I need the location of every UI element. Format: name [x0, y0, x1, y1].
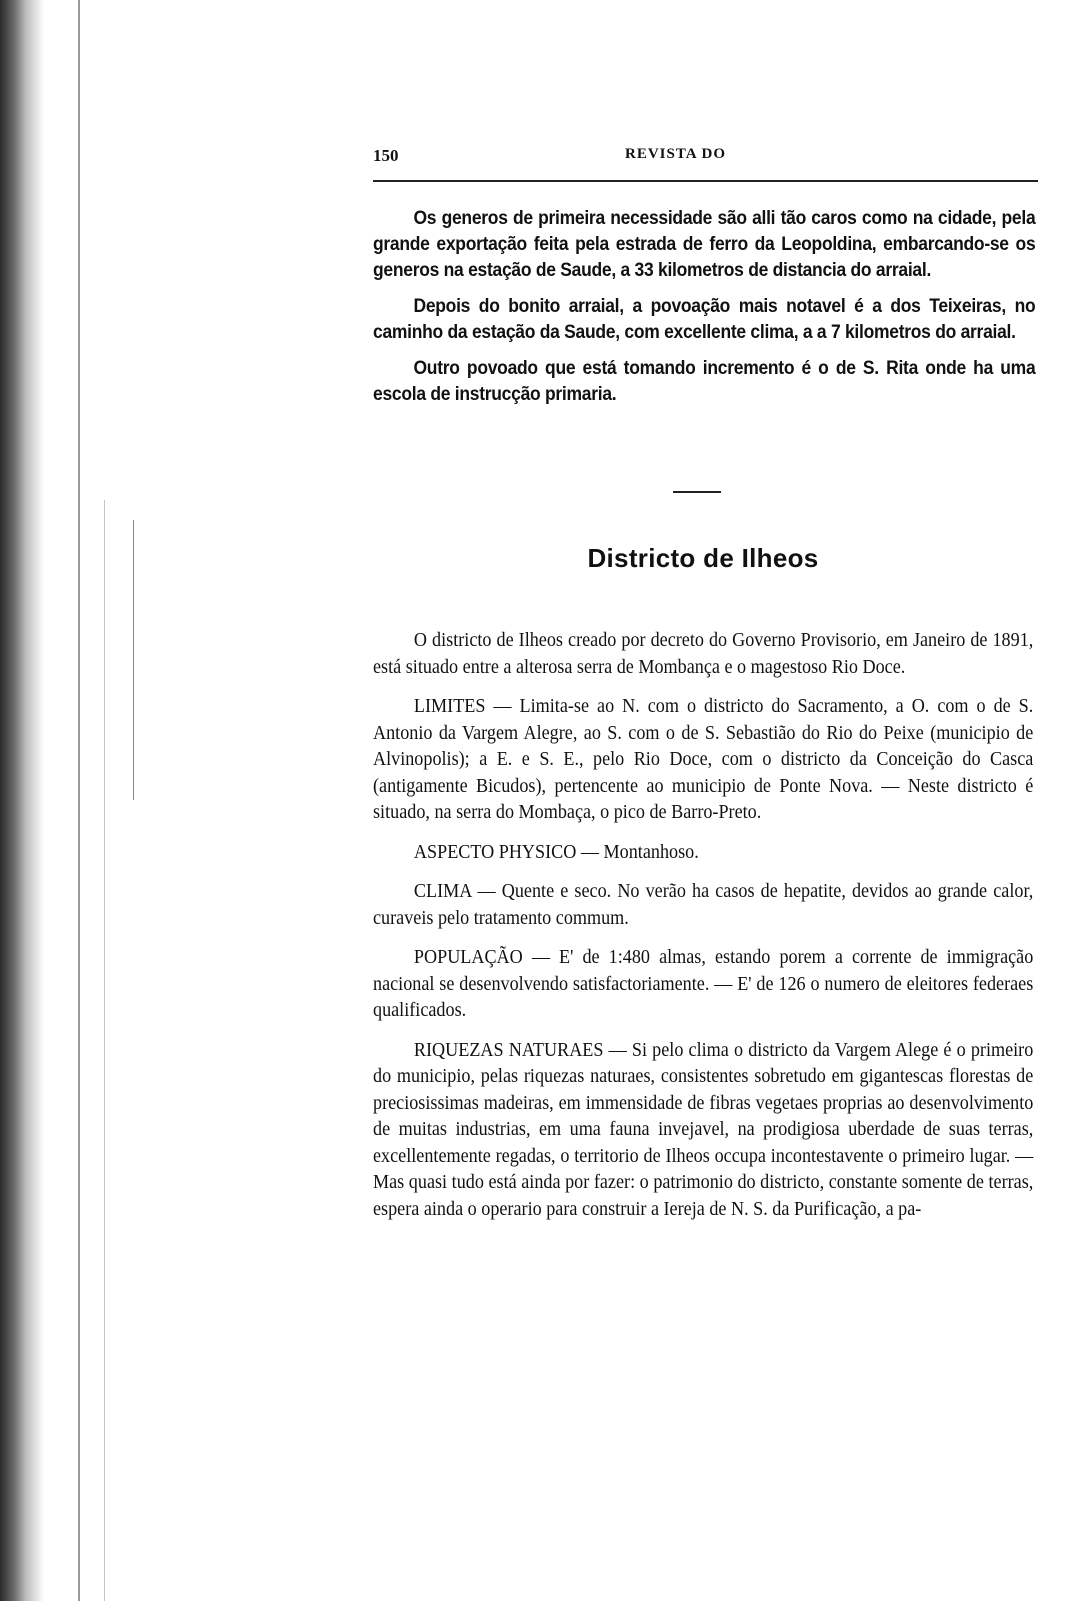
- page-header: [373, 140, 1033, 170]
- page-content: [373, 140, 1036, 1236]
- header-rule: [373, 180, 1038, 182]
- paragraph-aspecto-physico: ASPECTO PHYSICO — Montanhoso.: [413, 841, 699, 863]
- section-body: [373, 628, 1033, 1223]
- section-title: Districto de Ilheos: [587, 543, 819, 573]
- page-number: 150: [373, 146, 399, 165]
- bold-text-block: [373, 206, 1036, 408]
- paragraph: Depois do bonito arraial, a povoação mais notavel é a dos Teixeiras, no caminho da estação da Saude, com excellente clima, a a 7 kilometros do arraial.: [373, 296, 1036, 343]
- scan-margin-line: [104, 500, 105, 1601]
- scan-margin-line: [78, 0, 80, 1601]
- scan-margin-line: [133, 520, 134, 800]
- running-title: REVISTA DO: [625, 146, 726, 162]
- paragraph-limites: LIMITES — Limita-se ao N. com o districto do Sacramento, a O. com o de S. Antonio da Vargem Alegre, ao S. com o de S. Sebastião do Rio do Peixe (municipio de Alvinopolis); a E. e S. E., pelo Rio Doce, com o districto da Conceição do Casca (antigamente Bicudos), pertencente ao municipio de Ponte Nova. — Neste districto é situado, na serra do Mombaça, o pico de Barro-Preto.: [373, 696, 1034, 823]
- paragraph: Outro povoado que está tomando incremento é o de S. Rita onde ha uma escola de instrucção primaria.: [373, 358, 1036, 405]
- paragraph-populacao: POPULAÇÃO — E' de 1:480 almas, estando porem a corrente de immigração nacional se desenvolvendo satisfactoriamente. — E' de 126 o numero de eleitores federaes qualificados.: [373, 947, 1034, 1021]
- paragraph-clima: CLIMA — Quente e seco. No verão ha casos de hepatite, devidos ao grande calor, curaveis pelo tratamento commum.: [373, 881, 1034, 929]
- paragraph: O districto de Ilheos creado por decreto do Governo Provisorio, em Janeiro de 1891, está situado entre a alterosa serra de Mombança e o magestoso Rio Doce.: [373, 630, 1034, 678]
- binding-gutter: [0, 0, 44, 1601]
- section-divider: [673, 491, 721, 493]
- paragraph: Os generos de primeira necessidade são alli tão caros como na cidade, pela grande exportação feita pela estrada de ferro da Leopoldina, embarcando-se os generos na estação de Saude, a 33 kilometros de distancia do arraial.: [373, 208, 1036, 281]
- paragraph-riquezas-naturaes: RIQUEZAS NATURAES — Si pelo clima o districto da Vargem Alege é o primeiro do municipio, pelas riquezas naturaes, consistentes sobretudo em gigantescas florestas de preciosissimas madeiras, em immensidade de fibras vegetaes proprias ao desenvolvimento de muitas industrias, em uma fauna invejavel, na prodigiosa uberdade de suas terras, excellentemente regadas, o territorio de Ilheos occupa incontestavente o primeiro lugar. — Mas quasi tudo está ainda por fazer: o patrimonio do districto, constante somente de terras, espera ainda o operario para construir a Ierejа de N. S. da Purificação, a pa-: [373, 1039, 1034, 1220]
